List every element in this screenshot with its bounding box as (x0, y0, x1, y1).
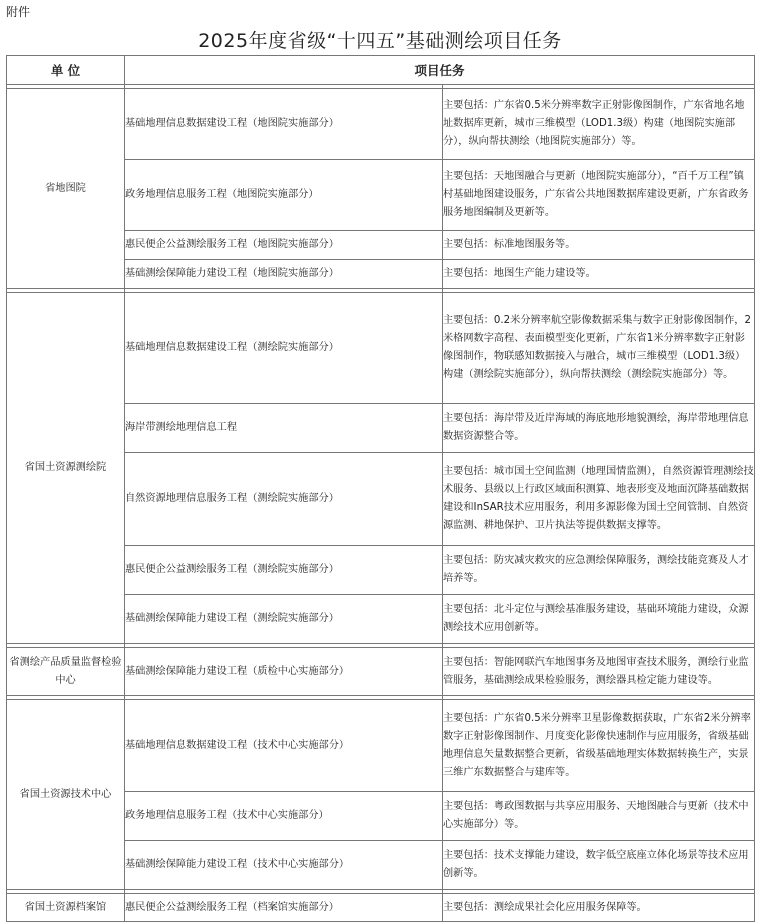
unit-column-header: 单 位 (7, 56, 125, 85)
unit-cell: 省地图院 (7, 89, 125, 289)
project-name-cell: 基础测绘保障能力建设工程（测绘院实施部分） (125, 595, 443, 644)
unit-cell: 省测绘产品质量监督检验中心 (7, 648, 125, 696)
table-row (7, 648, 755, 696)
page-title: 2025年度省级“十四五”基础测绘项目任务 (198, 30, 562, 52)
task-description-cell: 主要包括：广东省0.5米分辨率数字正射影像图制作，广东省地名地址数据库更新，城市三维模型（LOD1.3级）构建（地图院实施部分），纵向帮扶测绘（地图院实施部分）等。 (443, 89, 755, 160)
project-name-cell: 惠民便企公益测绘服务工程（档案馆实施部分） (125, 894, 443, 922)
table-row (7, 89, 755, 160)
task-description-cell: 主要包括：测绘成果社会化应用服务保障等。 (443, 894, 755, 922)
project-name-cell: 基础测绘保障能力建设工程（地图院实施部分） (125, 260, 443, 289)
project-name-cell: 基础测绘保障能力建设工程（技术中心实施部分） (125, 841, 443, 890)
project-name-cell: 惠民便企公益测绘服务工程（测绘院实施部分） (125, 546, 443, 595)
task-description-cell: 主要包括：地图生产能力建设等。 (443, 260, 755, 289)
task-description-cell: 主要包括：智能网联汽车地图事务及地图审查技术服务，测绘行业监管服务，基础测绘成果检验服务，测绘器具检定能力建设等。 (443, 648, 755, 696)
header-row (7, 56, 755, 85)
table-row (7, 894, 755, 922)
project-name-cell: 惠民便企公益测绘服务工程（地图院实施部分） (125, 231, 443, 260)
task-description-cell: 主要包括：标准地图服务等。 (443, 231, 755, 260)
task-description-cell: 主要包括：北斗定位与测绘基准服务建设，基础环境能力建设，众源测绘技术应用创新等。 (443, 595, 755, 644)
table-row (7, 700, 755, 792)
attachment-label: 附件 (6, 5, 31, 19)
project-name-cell: 海岸带测绘地理信息工程 (125, 404, 443, 453)
project-name-cell: 政务地理信息服务工程（技术中心实施部分） (125, 792, 443, 841)
unit-cell: 省国土资源技术中心 (7, 700, 125, 890)
task-description-cell: 主要包括：0.2米分辨率航空影像数据采集与数字正射影像图制作，2米格网数字高程、表面模型变化更新，广东省1米分辨率数字正射影像图制作，物联感知数据接入与融合，城市三维模型（LOD1.3级）构建（测绘院实施部分），纵向帮扶测绘（测绘院实施部分）等。 (443, 293, 755, 404)
unit-cell: 省国土资源测绘院 (7, 293, 125, 644)
task-table (6, 55, 755, 922)
task-description-cell: 主要包括：海岸带及近岸海域的海底地形地貌测绘，海岸带地理信息数据资源整合等。 (443, 404, 755, 453)
project-name-cell: 基础地理信息数据建设工程（地图院实施部分） (125, 89, 443, 160)
unit-cell: 省国土资源档案馆 (7, 894, 125, 922)
task-description-cell: 主要包括：城市国土空间监测（地理国情监测），自然资源管理测绘技术服务、县级以上行政区域面积测算、地表形变及地面沉降基础数据建设和InSAR技术应用服务，利用多源影像为国土空间管制、自然资源监测、耕地保护、卫片执法等提供数据支撑等。 (443, 453, 755, 546)
project-name-cell: 政务地理信息服务工程（地图院实施部分） (125, 160, 443, 231)
project-name-cell: 基础地理信息数据建设工程（技术中心实施部分） (125, 700, 443, 792)
project-name-cell: 自然资源地理信息服务工程（测绘院实施部分） (125, 453, 443, 546)
task-description-cell: 主要包括：广东省0.5米分辨率卫星影像数据获取，广东省2米分辨率数字正射影像图制作、月度变化影像快速制作与应用服务，省级基础地理信息矢量数据整合更新，省级基础地理实体数据转换生产，实景三维广东数据整合与建库等。 (443, 700, 755, 792)
task-description-cell: 主要包括：天地图融合与更新（地图院实施部分），“百千万工程”镇村基础地图建设服务，广东省公共地图数据库建设更新，广东省政务服务地图编制及更新等。 (443, 160, 755, 231)
task-description-cell: 主要包括：防灾减灾救灾的应急测绘保障服务，测绘技能竞赛及人才培养等。 (443, 546, 755, 595)
task-description-cell: 主要包括：技术支撑能力建设，数字低空底座立体化场景等技术应用创新等。 (443, 841, 755, 890)
table-row (7, 293, 755, 404)
project-name-cell: 基础地理信息数据建设工程（测绘院实施部分） (125, 293, 443, 404)
project-name-cell: 基础测绘保障能力建设工程（质检中心实施部分） (125, 648, 443, 696)
task-description-cell: 主要包括：粤政图数据与共享应用服务、天地图融合与更新（技术中心实施部分）等。 (443, 792, 755, 841)
task-column-header: 项目任务 (125, 56, 755, 85)
